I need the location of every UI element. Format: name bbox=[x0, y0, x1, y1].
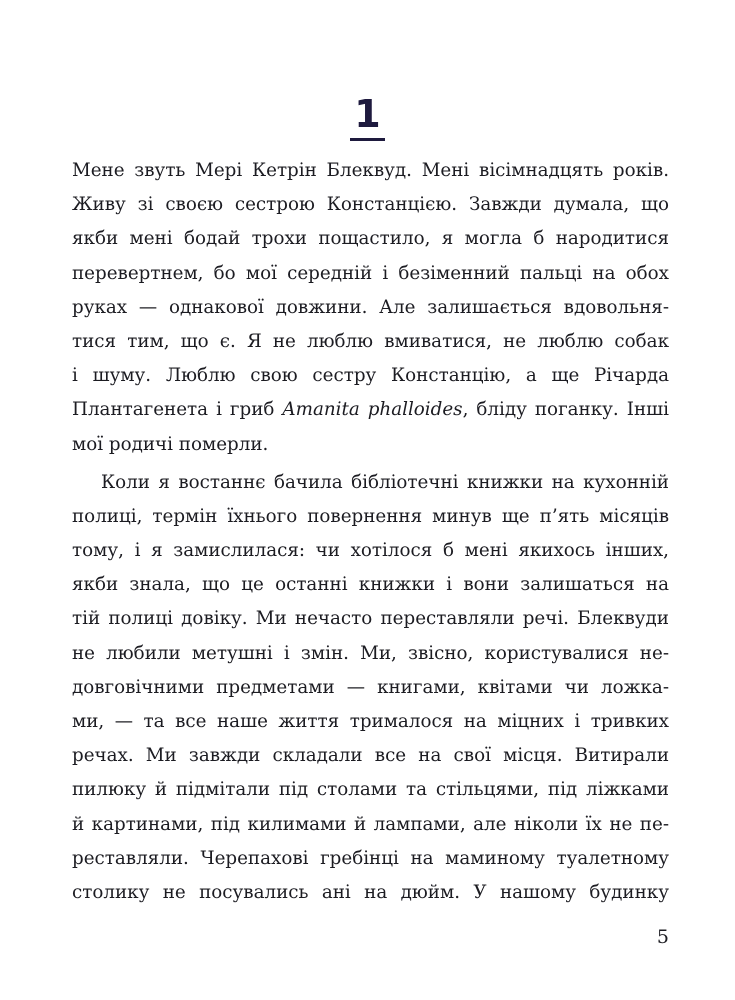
text-line: пилюку й підмітали під столами та стільцями, під ліжками bbox=[72, 779, 669, 801]
text-line: ми, — та все наше життя трималося на міцних і тривких bbox=[72, 711, 669, 732]
text-line: Коли я востаннє бачила бібліотечні книжки на кухонній bbox=[101, 471, 669, 493]
text-line: Живу зі своєю сестрою Констанцією. Завжди думала, що bbox=[72, 194, 669, 216]
text-line: руках — однакової довжини. Але залишається вдовольня- bbox=[72, 296, 669, 318]
text-line: якби мені бодай трохи пощастило, я могла б народитися bbox=[72, 228, 669, 250]
body-text bbox=[72, 154, 669, 910]
text-line: тій полиці довіку. Ми нечасто переставляли речі. Блеквуди bbox=[72, 608, 669, 630]
text-line: і шуму. Люблю свою сестру Констанцію, а ще Річарда bbox=[72, 365, 669, 387]
text-line: полиці, термін їхнього повернення минув ще п’ять місяців bbox=[72, 505, 669, 527]
paragraph-2 bbox=[72, 466, 669, 910]
text-line: перевертнем, бо мої середній і безіменний пальці на обох bbox=[72, 262, 669, 284]
text-fragment: , бліду поганку. Інші bbox=[462, 399, 669, 421]
text-line: тому, і я замислилася: чи хотілося б мені якихось інших, bbox=[72, 540, 669, 562]
text-line: столику не посувались ані на дюйм. У нашому будинку bbox=[72, 881, 669, 903]
text-line: тися тим, що є. Я не люблю вмиватися, не люблю собак bbox=[72, 330, 669, 352]
text-line: реставляли. Черепахові гребінці на маминому туалетному bbox=[72, 847, 669, 869]
text-line: й картинами, під килимами й лампами, але ніколи їх не пе- bbox=[72, 813, 669, 835]
text-line: Мене звуть Мері Кетрін Блеквуд. Мені вісімнадцять років. bbox=[72, 160, 669, 181]
italic-species-name: Amanita phalloides bbox=[282, 399, 463, 421]
chapter-heading bbox=[0, 92, 735, 141]
paragraph-1 bbox=[72, 154, 669, 462]
text-line: якби знала, що це останні книжки і вони залишаться на bbox=[72, 574, 669, 596]
page-number: 5 bbox=[656, 926, 669, 948]
text-line-with-italic bbox=[72, 393, 669, 427]
text-line: мої родичі померли. bbox=[72, 433, 269, 455]
text-line: не любили метушні і змін. Ми, звісно, користувалися не- bbox=[72, 642, 669, 664]
chapter-number: 1 bbox=[350, 92, 384, 141]
text-line: речах. Ми завжди складали все на свої місця. Витирали bbox=[72, 745, 669, 767]
text-fragment: Плантагенета і гриб bbox=[72, 399, 283, 421]
text-line: довговічними предметами — книгами, квітами чи ложка- bbox=[72, 676, 669, 698]
